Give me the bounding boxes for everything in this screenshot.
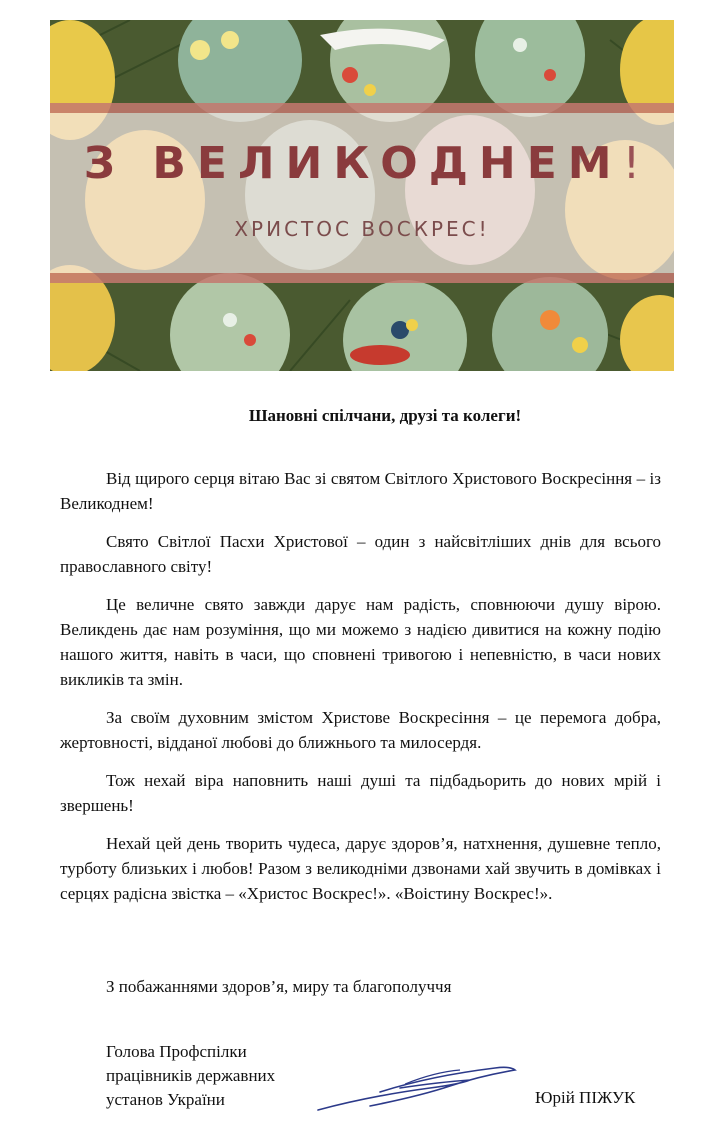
banner-veil [50, 113, 674, 273]
banner-subtitle: ХРИСТОС ВОСКРЕС! [234, 217, 490, 241]
banner-band-bottom [50, 273, 674, 283]
banner-title-text: З ВЕЛИКОДНЕМ [83, 138, 623, 189]
banner-title [50, 138, 674, 189]
letter-paragraph: Свято Світлої Пасхи Христової – один з найсвітліших днів для всього православного світу! [60, 532, 661, 576]
letter-paragraph: Це величне свято завжди дарує нам радість, сповнюючи душу вірою. Великдень дає нам розуміння, що ми можемо з надією дивитися на кожну подію нашого життя, навіть в часи, що сповнені тривогою і непевністю, в часи нових викликів та змін. [60, 595, 661, 689]
closing-wishes: З побажаннями здоров’я, миру та благополуччя [106, 977, 452, 996]
banner-band-top [50, 103, 674, 113]
signer-name: Юрій ПІЖУК [535, 1088, 636, 1107]
signer-position [106, 1040, 275, 1112]
salutation: Шановні спілчани, друзі та колеги! [248, 406, 522, 425]
letter-paragraph: Нехай цей день творить чудеса, дарує здоров’я, натхнення, душевне тепло, турботу близьких і любов! Разом з великодніми дзвонами хай звучить в домівках і серцях радісна звістка – «Христос Воскрес!». «Воістину Воскрес!». [60, 834, 661, 903]
signer-position-line: працівників державних [106, 1066, 276, 1085]
letter-paragraph: Тож нехай віра наповнить наші душі та підбадьорить до нових мрій і звершень! [60, 771, 661, 815]
signer-position-line: установ України [106, 1090, 225, 1109]
letter-paragraph: Від щирого серця вітаю Вас зі святом Світлого Христового Воскресіння – із Великоднем! [60, 469, 661, 513]
letter-paragraph: За своїм духовним змістом Христове Воскресіння – це перемога добра, жертовності, відданої любові до ближнього та милосердя. [60, 708, 661, 752]
easter-banner [50, 20, 674, 371]
handwritten-signature [310, 1058, 525, 1118]
banner-title-mark: ! [622, 138, 641, 189]
letter-body [60, 466, 661, 919]
signer-position-line: Голова Профспілки [106, 1042, 247, 1061]
